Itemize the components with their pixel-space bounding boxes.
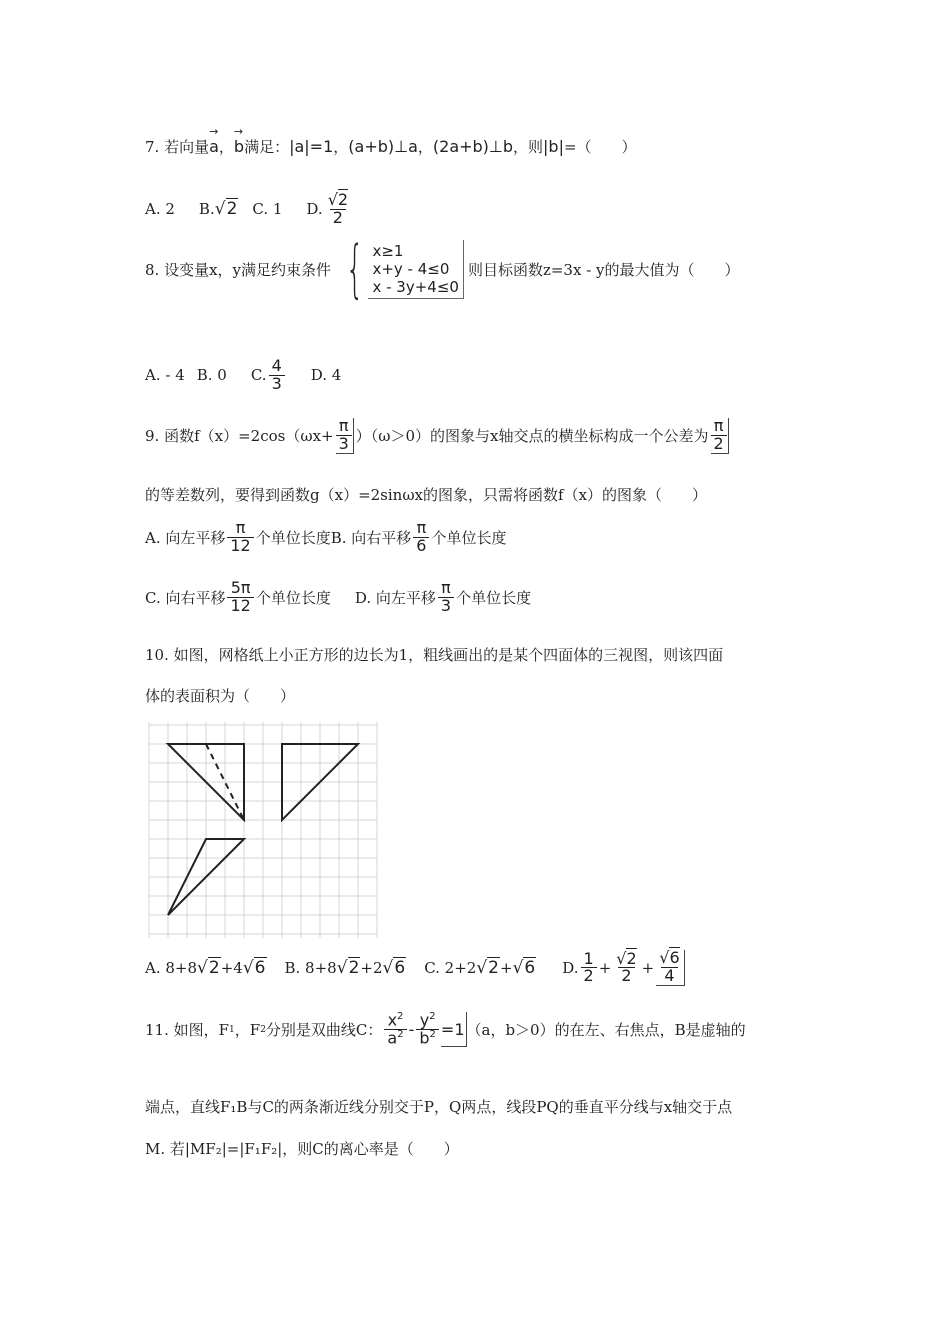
q8-options <box>145 358 341 393</box>
q11-stem-line3: M. 若|MF₂|=|F₁F₂|，则C的离心率是（ ） <box>145 1140 459 1158</box>
q9-stem-line2: 的等差数列，要得到函数g（x）=2sinωx的图象，只需将函数f（x）的图象（ ） <box>145 486 708 504</box>
vector-b: → b <box>234 137 244 156</box>
q9-stem: 9. 函数f（x）=2cos（ωx+ $\frac{\pi}{3}$ ）（ω＞0）的图象与x轴交点的横坐标构成一个公差为 $\frac{\pi}{2}$ <box>145 418 731 454</box>
q7-option-a: A. 2 <box>145 200 175 219</box>
q10-option-c: C. 2+2 <box>424 958 477 977</box>
q8-option-c: C. <box>250 366 267 385</box>
three-view-grid-figure <box>145 722 380 940</box>
perp-condition-1: (a+b)⊥a <box>348 137 418 156</box>
grid-lines <box>149 722 377 938</box>
q8-option-d: D. 4 <box>310 366 342 385</box>
q7-option-c: C. 1 <box>252 200 283 219</box>
q9-option-a-fraction: $\frac{\pi}{12}$ <box>227 520 253 555</box>
perp-condition-2: (2a+b)⊥b <box>432 137 514 156</box>
q9-options-ab: A. 向左平移 $\frac{\pi}{12}$ 个单位长度B. 向右平移 $\frac{\pi}{6}$ 个单位长度 <box>145 518 507 555</box>
constraint-system: { x≥1 x+y - 4≤0 x - 3y+4≤0 <box>335 240 464 299</box>
q11-stem-line2: 端点，直线F₁B与C的两条渐近线分别交于P，Q两点，线段PQ的垂直平分线与x轴交于点 <box>145 1098 733 1116</box>
q7-options <box>145 192 353 227</box>
q10-option-b: B. 8+8 <box>284 958 337 977</box>
vector-a: → a <box>209 137 219 156</box>
q7-option-b-sqrt: √2 <box>214 199 238 220</box>
q10-stem-line2: 体的表面积为（ ） <box>145 687 296 705</box>
q9-option-d-fraction: $\frac{\pi}{3}$ <box>438 580 454 615</box>
q9-pi-over-2: $\frac{\pi}{2}$ <box>711 418 729 454</box>
q8-stem: 8. 设变量x，y满足约束条件 { x≥1 x+y - 4≤0 x - 3y+4≤0 则目标函数z=3x - y的最大值为（ ） <box>145 232 740 305</box>
q10-options: A. 8+8 √2 +4 √6 B. 8+8 √2 +2 √6 C. 2+2 √2 + √6 D. $\frac{1}{2}$ + $\frac{√2}{2}$ + $\frac{√6}{4}$ <box>145 950 687 986</box>
q8-option-b: B. 0 <box>196 366 227 385</box>
q7-option-d-fraction: $\frac{√2}{2}$ <box>327 190 349 227</box>
q8-option-c-fraction: $\frac{4}{3}$ <box>269 358 285 393</box>
q9-options-cd: C. 向右平移 $\frac{5\pi}{12}$ 个单位长度 D. 向左平移 $\frac{\pi}{3}$ 个单位长度 <box>145 578 532 615</box>
hyperbola-x-term: $\frac{x^2}{a^2}$ <box>384 1012 406 1047</box>
norm-a-condition: |a|=1 <box>289 137 334 156</box>
q7-stem: 7. 若向量 → a ， → b 满足： |a|=1 ， (a+b)⊥a ， (2a+b)⊥b ，则 |b| =（ ） <box>145 136 637 157</box>
q9-option-b-fraction: $\frac{\pi}{6}$ <box>413 520 429 555</box>
q7-option-d: D. <box>306 200 323 219</box>
q10-option-d: D. <box>562 958 579 977</box>
q9-option-c-fraction: $\frac{5\pi}{12}$ <box>227 580 253 615</box>
q11-stem: 11. 如图，F 1 ，F 2 分别是双曲线C： $\frac{x^2}{a^2}$ - $\frac{y^2}{b^2}$ =1 （a，b＞0）的在左、右焦点，B是虚轴的 <box>145 1010 746 1048</box>
q8-option-a: A. - 4 <box>145 366 185 385</box>
q10-stem-line1: 10. 如图，网格纸上小正方形的边长为1，粗线画出的是某个四面体的三视图，则该四面 <box>145 646 724 664</box>
hyperbola-y-term: $\frac{y^2}{b^2}$ <box>416 1012 439 1047</box>
q10-option-a: A. 8+8 <box>145 958 198 977</box>
q7-option-b: B. <box>198 200 215 219</box>
norm-b: |b| <box>543 137 564 156</box>
q9-pi-over-3: $\frac{\pi}{3}$ <box>336 418 354 454</box>
